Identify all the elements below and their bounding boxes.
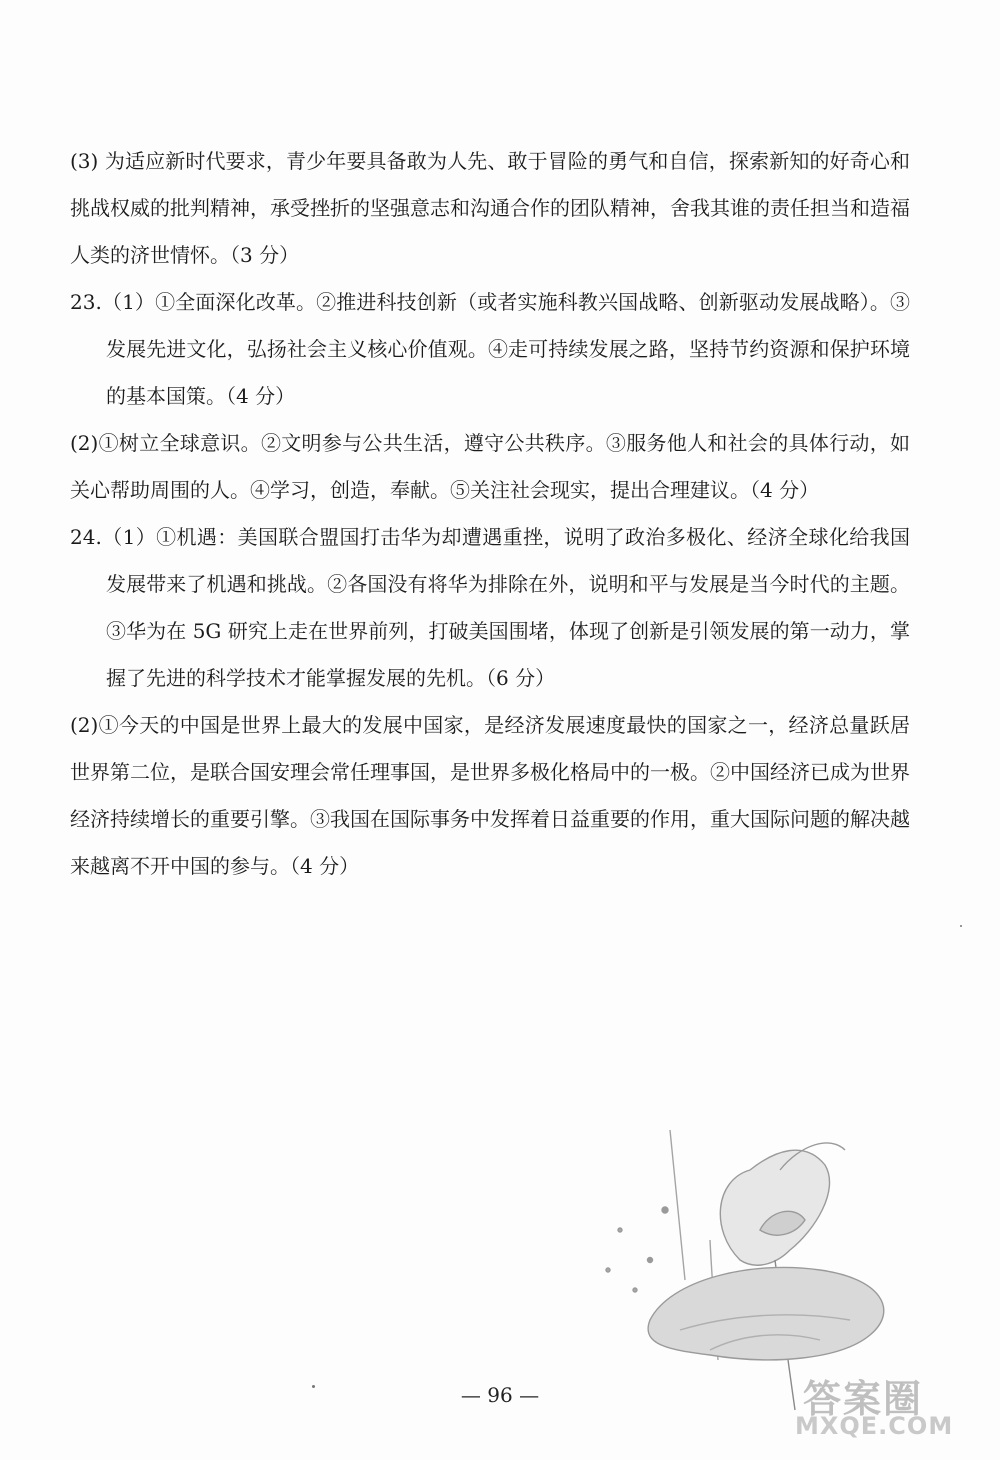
answer-q23-part2: (2)①树立全球意识。②文明参与公共生活，遵守公共秩序。③服务他人和社会的具体行动，如关心帮助周围的人。④学习，创造，奉献。⑤关注社会现实，提出合理建议。（4 分）	[70, 431, 910, 502]
page-number: — 96 —	[460, 1383, 540, 1407]
answer-q22-part3: (3) 为适应新时代要求，青少年要具备敢为人先、敢于冒险的勇气和自信，探索新知的好奇心和挑战权威的批判精神，承受挫折的坚强意志和沟通合作的团队精神，舍我其谁的责任担当和造福人类的济世情怀。（3 分）	[70, 149, 910, 267]
watermark-title: 答案圈	[803, 1377, 924, 1421]
answer-content	[70, 138, 910, 890]
watermark-url: MXQE.COM	[795, 1412, 954, 1440]
answer-q23-part1: 23.（1）①全面深化改革。②推进科技创新（或者实施科教兴国战略、创新驱动发展战略）。③发展先进文化，弘扬社会主义核心价值观。④走可持续发展之路，坚持节约资源和保护环境的基本国策。（4 分）	[70, 290, 910, 408]
answer-q24-part1: 24.（1）①机遇：美国联合盟国打击华为却遭遇重挫，说明了政治多极化、经济全球化给我国发展带来了机遇和挑战。②各国没有将华为排除在外，说明和平与发展是当今时代的主题。③华为在 5G 研究上走在世界前列，打破美国围堵，体现了创新是引领发展的第一动力，掌握了先进的科学技术才能掌握发展的先机。（6 分）	[70, 525, 910, 690]
answer-q24-part2: (2)①今天的中国是世界上最大的发展中国家，是经济发展速度最快的国家之一，经济总量跃居世界第二位，是联合国安理会常任理事国，是世界多极化格局中的一极。②中国经济已成为世界经济持续增长的重要引擎。③我国在国际事务中发挥着日益重要的作用，重大国际问题的解决越来越离不开中国的参与。（4 分）	[70, 713, 910, 878]
site-watermark	[793, 1368, 988, 1442]
scan-speck	[960, 925, 962, 927]
